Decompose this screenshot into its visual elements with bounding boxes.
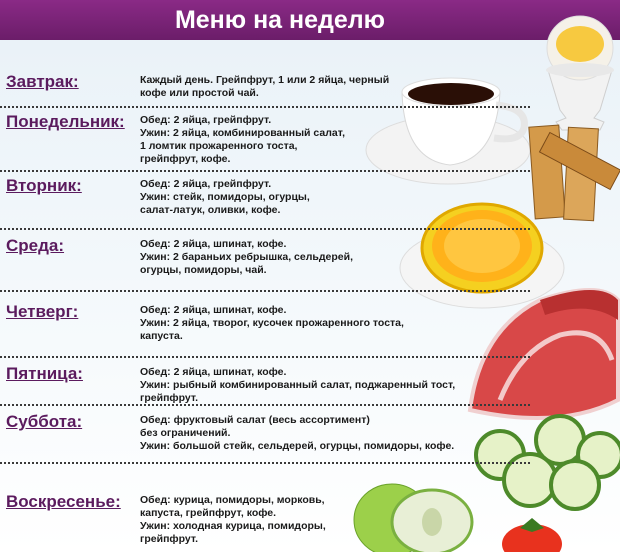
meal-text — [140, 366, 500, 405]
meal-line: Обед: 2 яйца, шпинат, кофе. — [140, 304, 287, 316]
day-label: Вторник: — [6, 176, 82, 195]
meal-text — [140, 304, 500, 343]
egg-icon — [546, 16, 614, 130]
separator — [0, 228, 530, 230]
meal-text — [140, 74, 500, 100]
day-label: Среда: — [6, 236, 65, 255]
meal-text — [140, 114, 500, 166]
meal-line: грейпфрут. — [140, 533, 198, 545]
day-label: Суббота: — [6, 412, 83, 431]
meal-line: капуста, грейпфрут, кофе. — [140, 507, 277, 519]
meal-text — [140, 178, 500, 217]
day-label: Воскресенье: — [6, 492, 121, 511]
meal-text — [140, 414, 500, 453]
meal-line: салат-латук, оливки, кофе. — [140, 204, 281, 216]
page-title: Меню на неделю — [174, 6, 386, 34]
meal-line: кофе или простой чай. — [140, 87, 259, 99]
meal-line: грейпфрут. — [140, 392, 198, 404]
day-label: Пятница: — [6, 364, 83, 383]
separator — [0, 404, 530, 406]
meal-line: грейпфрут, кофе. — [140, 153, 231, 165]
meal-line: Ужин: рыбный комбинированный салат, поджаренный тост, — [140, 379, 456, 391]
day-label: Четверг: — [6, 302, 79, 321]
separator — [0, 356, 530, 358]
separator — [0, 106, 530, 108]
meal-line: Обед: курица, помидоры, морковь, — [140, 494, 325, 506]
meal-text — [140, 238, 500, 277]
meal-line: Ужин: большой стейк, сельдерей, огурцы, помидоры, кофе. — [140, 440, 455, 452]
meal-line: Обед: фруктовый салат (весь ассортимент) — [140, 414, 370, 426]
separator — [0, 462, 530, 464]
meal-line: Обед: 2 яйца, шпинат, кофе. — [140, 238, 287, 250]
meal-line: Ужин: 2 бараньих ребрышка, сельдерей, — [140, 251, 353, 263]
meal-text — [140, 494, 500, 546]
meal-line: огурцы, помидоры, чай. — [140, 264, 267, 276]
tomato-icon — [502, 518, 562, 552]
day-label: Понедельник: — [6, 112, 125, 131]
separator — [0, 170, 530, 172]
meal-line: без ограничений. — [140, 427, 231, 439]
meal-line: Обед: 2 яйца, грейпфрут. — [140, 178, 272, 190]
meal-line: Ужин: 2 яйца, творог, кусочек прожаренного тоста, — [140, 317, 404, 329]
meal-line: Ужин: стейк, помидоры, огурцы, — [140, 191, 310, 203]
meal-line: капуста. — [140, 330, 183, 342]
meal-line: 1 ломтик прожаренного тоста, — [140, 140, 298, 152]
meal-line: Каждый день. Грейпфрут, 1 или 2 яйца, черный — [140, 74, 390, 86]
day-label: Завтрак: — [6, 72, 79, 91]
meal-line: Ужин: 2 яйца, комбинированный салат, — [140, 127, 345, 139]
meal-line: Ужин: холодная курица, помидоры, — [140, 520, 326, 532]
meal-line: Обед: 2 яйца, шпинат, кофе. — [140, 366, 287, 378]
toast-icon — [529, 125, 620, 221]
meal-line: Обед: 2 яйца, грейпфрут. — [140, 114, 272, 126]
separator — [0, 290, 530, 292]
